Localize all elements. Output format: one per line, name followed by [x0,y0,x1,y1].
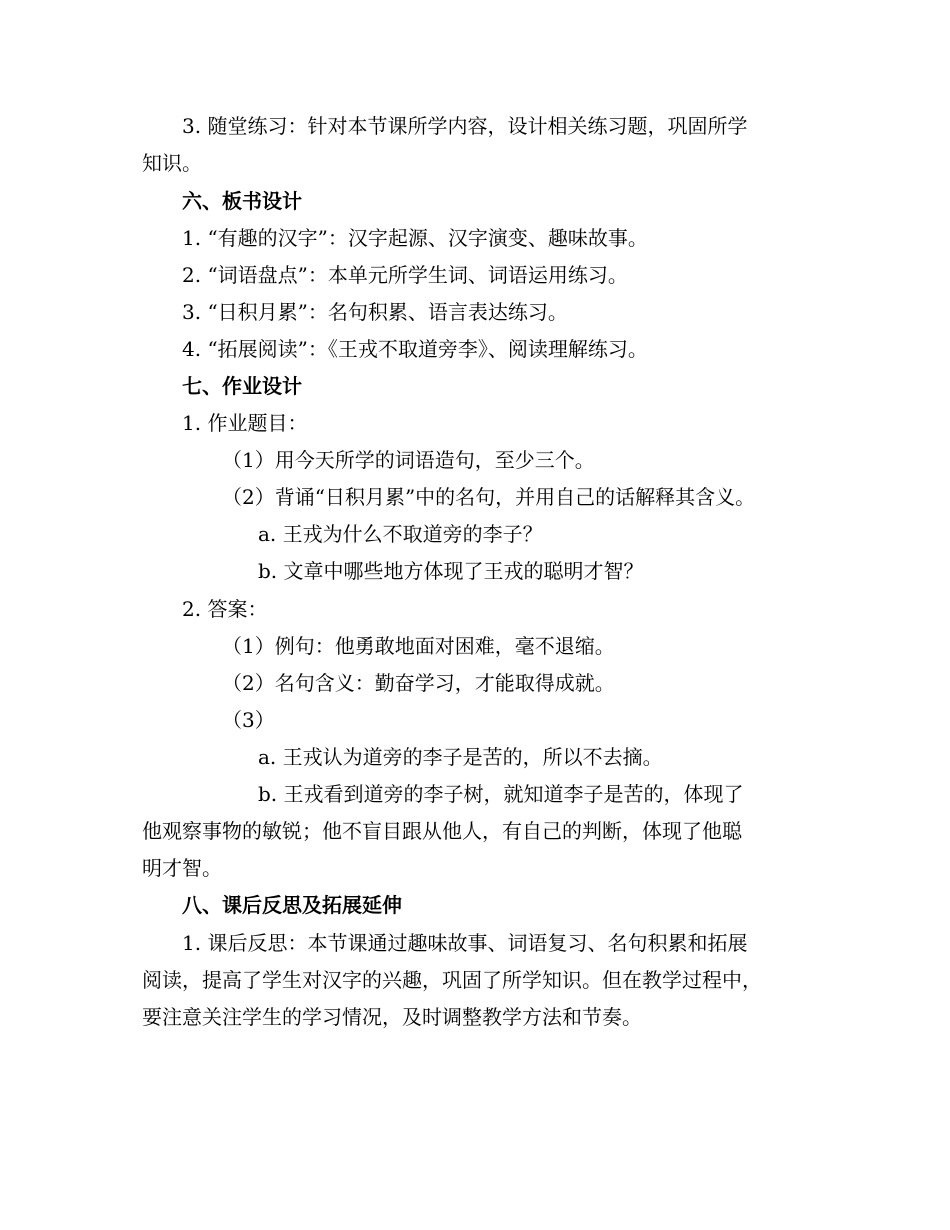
board-item-4: 4. “拓展阅读”：《王戎不取道旁李》、阅读理解练习。 [182,337,648,361]
board-item-2: 2. “词语盘点”：本单元所学生词、词语运用练习。 [182,263,628,287]
reflection-line-2: 阅读，提高了学生对汉字的兴趣，巩固了所学知识。但在教学过程中， [142,968,762,992]
homework-sub-a: a. 王戎为什么不取道旁的李子？ [258,522,543,546]
homework-item-2: （2）背诵“日积月累”中的名句，并用自己的话解释其含义。 [222,485,756,509]
reflection-line-3: 要注意关注学生的学习情况，及时调整教学方法和节奏。 [142,1005,642,1029]
answer-item-2: （2）名句含义：勤奋学习，才能取得成就。 [222,671,615,695]
board-item-3: 3. “日积月累”：名句积累、语言表达练习。 [182,300,568,324]
section-heading-homework: 七、作业设计 [182,374,302,398]
practice-line-cont: 知识。 [142,151,202,175]
practice-line: 3. 随堂练习：针对本节课所学内容，设计相关练习题，巩固所学 [182,114,748,138]
answer-sub-b-cont-2: 明才智。 [142,856,222,880]
answer-item-3: （3） [222,708,275,732]
homework-title: 1. 作业题目： [182,411,308,435]
homework-item-1: （1）用今天所学的词语造句，至少三个。 [222,448,595,472]
section-heading-board: 六、板书设计 [182,189,302,213]
board-item-1: 1. “有趣的汉字”：汉字起源、汉字演变、趣味故事。 [182,226,648,250]
reflection-line-1: 1. 课后反思：本节课通过趣味故事、词语复习、名句积累和拓展 [182,931,748,955]
answer-sub-b: b. 王戎看到道旁的李子树，就知道李子是苦的，体现了 [258,782,744,806]
section-heading-reflection: 八、课后反思及拓展延伸 [182,893,402,917]
answer-title: 2. 答案： [182,597,268,621]
answer-sub-a: a. 王戎认为道旁的李子是苦的，所以不去摘。 [258,745,663,769]
homework-sub-b: b. 文章中哪些地方体现了王戎的聪明才智？ [258,559,644,583]
answer-item-1: （1）例句：他勇敢地面对困难，毫不退缩。 [222,634,615,658]
answer-sub-b-cont-1: 他观察事物的敏锐；他不盲目跟从他人，有自己的判断，体现了他聪 [142,819,742,843]
